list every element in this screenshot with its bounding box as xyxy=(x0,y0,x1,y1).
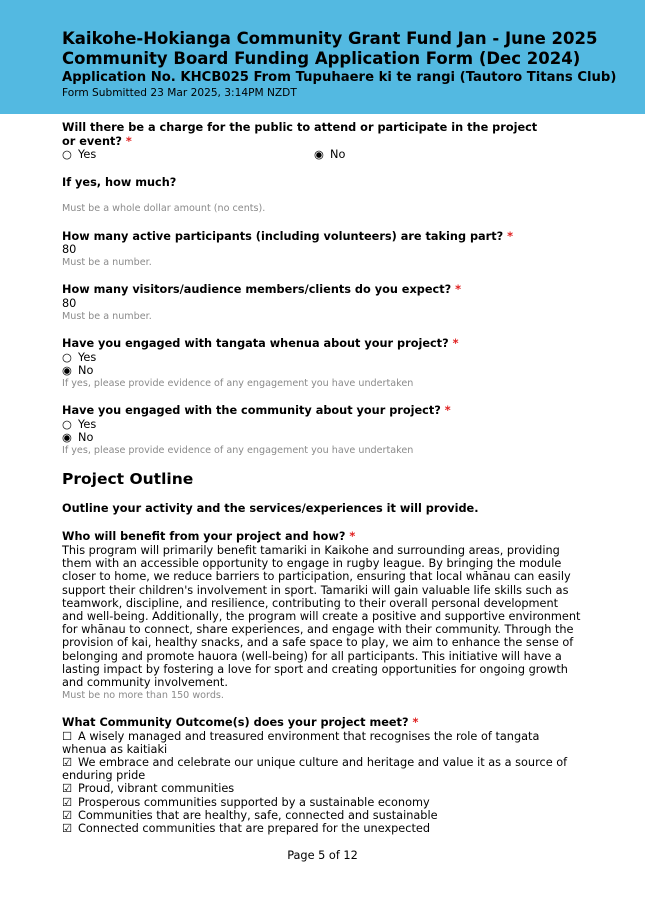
charge-option-yes[interactable]: ○ Yes xyxy=(62,148,97,161)
how-much-answer xyxy=(62,190,582,202)
checkbox-checked-icon: ☑ xyxy=(62,795,73,809)
benefit-line: closer to home, we reduce barriers to participation, ensuring that local whānau can easily xyxy=(62,570,571,584)
required-mark: * xyxy=(455,283,462,297)
tangata-question: Have you engaged with tangata whenua about your project? * xyxy=(62,337,459,351)
community-hint: If yes, please provide evidence of any engagement you have undertaken xyxy=(62,444,414,456)
required-mark: * xyxy=(452,337,459,351)
benefit-line: and community involvement. xyxy=(62,675,228,689)
form-content xyxy=(62,121,582,835)
form-title: Kaikohe-Hokianga Community Grant Fund Jan - June 2025 xyxy=(62,29,598,48)
tangata-option-yes[interactable]: ○ Yes xyxy=(62,350,97,364)
required-mark: * xyxy=(125,134,132,148)
section-subtitle: Outline your activity and the services/experiences it will provide. xyxy=(62,501,479,515)
tangata-hint: If yes, please provide evidence of any engagement you have undertaken xyxy=(62,378,414,390)
benefit-line: for whānau to connect, share experiences, and engage with their community. Through the xyxy=(62,623,574,637)
page-number: Page 5 of 12 xyxy=(287,849,358,862)
section-title: Project Outline xyxy=(62,469,194,488)
participants-question: How many active participants (including volunteers) are taking part? * xyxy=(62,229,514,243)
benefit-line: belonging and promote hauora (well-being) for all participants. This initiative will have a xyxy=(62,649,562,663)
participants-answer: 80 xyxy=(62,243,77,257)
header-band xyxy=(0,0,645,114)
outcome-item[interactable]: ☑ Proud, vibrant communities xyxy=(62,782,235,796)
benefit-question: Who will benefit from your project and how? * xyxy=(62,530,356,544)
outcomes-list xyxy=(62,730,582,836)
checkbox-checked-icon: ☑ xyxy=(62,782,73,796)
community-option-no[interactable]: ◉ No xyxy=(62,430,94,444)
charge-options xyxy=(62,148,582,161)
community-option-yes[interactable]: ○ Yes xyxy=(62,417,97,431)
radio-unchecked-icon: ○ xyxy=(62,350,72,364)
required-mark: * xyxy=(507,229,514,243)
outcome-item[interactable]: ☑ Prosperous communities supported by a sustainable economy xyxy=(62,795,430,809)
required-mark: * xyxy=(349,530,356,544)
required-mark: * xyxy=(444,404,451,418)
tangata-option-no[interactable]: ◉ No xyxy=(62,363,94,377)
checkbox-checked-icon: ☑ xyxy=(62,822,73,836)
form-subtitle: Community Board Funding Application Form (Dec 2024) xyxy=(62,49,581,68)
outcome-item[interactable]: ☑ Connected communities that are prepared for the unexpected xyxy=(62,822,431,836)
charge-option-no[interactable]: ◉ No xyxy=(314,148,346,161)
benefit-line: support their children's involvement in sport. Tamariki will gain valuable life skills such as xyxy=(62,583,569,597)
how-much-question: If yes, how much? xyxy=(62,176,177,190)
checkbox-checked-icon: ☑ xyxy=(62,756,73,770)
radio-unchecked-icon: ○ xyxy=(62,148,72,161)
visitors-hint: Must be a number. xyxy=(62,311,152,323)
checkbox-unchecked-icon: ☐ xyxy=(62,729,73,743)
benefit-hint: Must be no more than 150 words. xyxy=(62,690,224,702)
outcome-item[interactable]: ☑ Communities that are healthy, safe, connected and sustainable xyxy=(62,808,438,822)
visitors-answer: 80 xyxy=(62,296,77,310)
radio-checked-icon: ◉ xyxy=(314,148,324,161)
application-number: Application No. KHCB025 From Tupuhaere ki te rangi (Tautoro Titans Club) xyxy=(62,70,617,85)
radio-checked-icon: ◉ xyxy=(62,430,72,444)
how-much-hint: Must be a whole dollar amount (no cents). xyxy=(62,202,266,214)
benefit-line: them with an accessible opportunity to engage in rugby league. By bringing the module xyxy=(62,557,562,571)
outcome-item[interactable]: ☑ We embrace and celebrate our unique culture and heritage and value it as a source of enduring pride xyxy=(62,756,568,783)
radio-checked-icon: ◉ xyxy=(62,363,72,377)
benefit-answer xyxy=(62,544,582,689)
benefit-line: teamwork, discipline, and resilience, contributing to their overall personal development xyxy=(62,596,559,610)
community-question: Have you engaged with the community about your project? * xyxy=(62,404,451,418)
benefit-line: This program will primarily benefit tamariki in Kaikohe and surrounding areas, providing xyxy=(62,543,560,557)
charge-question: Will there be a charge for the public to attend or participate in the project or event? * xyxy=(62,121,538,148)
visitors-question: How many visitors/audience members/clients do you expect? * xyxy=(62,283,462,297)
outcome-item[interactable]: ☐ A wisely managed and treasured environment that recognises the role of tangata whenua as kaitiaki xyxy=(62,729,540,756)
benefit-line: and well-being. Additionally, the program will create a positive and supportive environment xyxy=(62,609,581,623)
benefit-line: lasting impact by fostering a love for sport and creating opportunities for ongoing growth xyxy=(62,662,568,676)
submitted-timestamp: Form Submitted 23 Mar 2025, 3:14PM NZDT xyxy=(62,87,297,99)
required-mark: * xyxy=(412,716,419,730)
participants-hint: Must be a number. xyxy=(62,257,152,269)
benefit-line: provision of kai, healthy snacks, and a safe space to play, we aim to enhance the sense of xyxy=(62,636,574,650)
radio-unchecked-icon: ○ xyxy=(62,417,72,431)
checkbox-checked-icon: ☑ xyxy=(62,808,73,822)
outcomes-question: What Community Outcome(s) does your project meet? * xyxy=(62,716,419,730)
